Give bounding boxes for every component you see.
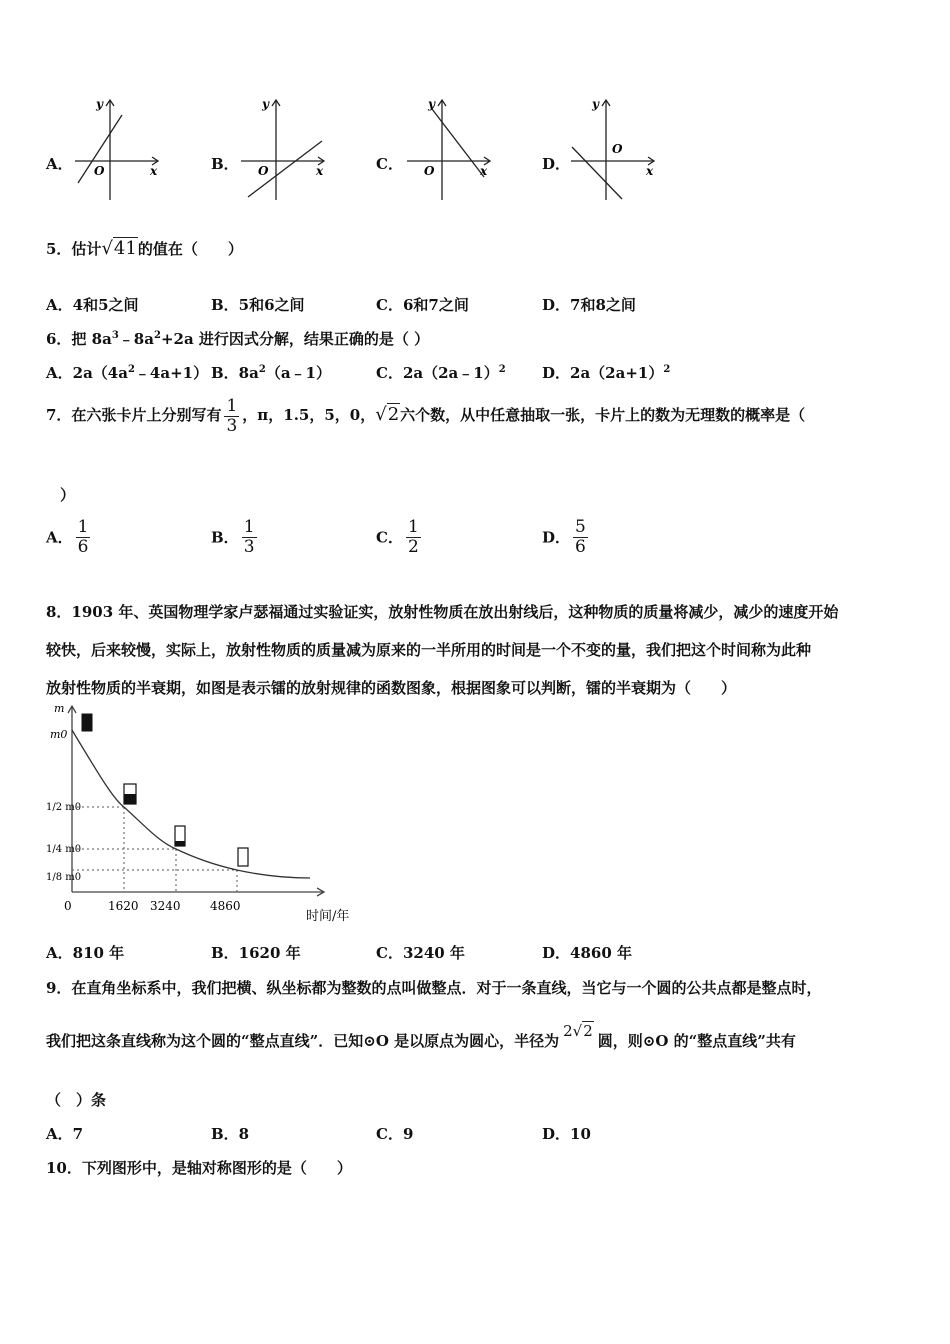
- q6-option-a[interactable]: [46, 362, 208, 383]
- q8-option-b[interactable]: B．1620 年: [211, 944, 301, 962]
- q7-option-a-num: 1: [77, 517, 89, 537]
- origin-label: O: [258, 164, 269, 178]
- sample-eighth-icon: [238, 848, 248, 866]
- q9-radius: 2√2: [563, 1022, 593, 1040]
- q7-frac-num: 1: [226, 396, 238, 416]
- origin-label: O: [94, 164, 105, 178]
- q6-option-d[interactable]: [542, 362, 670, 383]
- q8-decay-graph: [44, 700, 374, 930]
- q9-line2-suffix: 圆，则⊙O 的“整点直线”共有: [597, 1032, 796, 1050]
- q6-option-a-post: ﹣4a+1）: [134, 364, 209, 382]
- q4-graph-b: [236, 95, 331, 205]
- q9-line-2: [46, 1022, 796, 1052]
- q10-question: 10．下列图形中，是轴对称图形的是（ ）: [46, 1159, 352, 1177]
- q8-option-c[interactable]: C．3240 年: [376, 944, 465, 962]
- q4-graph-c: [402, 95, 497, 205]
- q7-option-a-den: 6: [77, 536, 89, 557]
- q5-prefix: 5．估计: [46, 240, 102, 258]
- q8-option-d[interactable]: D．4860 年: [542, 944, 632, 962]
- y-axis-label: y: [428, 97, 435, 111]
- origin-label: O: [612, 142, 623, 156]
- q6-option-c-pre: C．2a（2a﹣1）: [376, 364, 499, 382]
- q6-question: [46, 328, 429, 349]
- q4-graph-a: [70, 95, 165, 205]
- q4-option-c-label: C．: [376, 155, 403, 173]
- q6-option-b[interactable]: [211, 362, 331, 383]
- q6-option-b-exp: 2: [258, 364, 266, 375]
- q6-option-a-pre: A．2a（4a: [46, 364, 128, 382]
- graph-x-tick-4860: 4860: [210, 899, 241, 913]
- q7-option-c-den: 2: [407, 536, 419, 557]
- q7-option-b-den: 3: [243, 536, 255, 557]
- q7-suffix: 六个数，从中任意抽取一张，卡片上的数为无理数的概率是（: [400, 406, 806, 425]
- y-axis-label: y: [262, 97, 269, 111]
- q7-option-d-frac: [573, 518, 588, 556]
- x-axis-label: x: [480, 164, 488, 178]
- q6-mid1: ﹣8a: [118, 330, 154, 348]
- q9-option-b[interactable]: B．8: [211, 1125, 250, 1143]
- q4-option-d-label: D．: [542, 155, 571, 173]
- x-axis-label: x: [316, 164, 324, 178]
- q9-radius-radicand: 2: [583, 1022, 593, 1040]
- q4-option-a-label: A．: [46, 155, 73, 173]
- q7-prefix: 7．在六张卡片上分别写有: [46, 406, 222, 425]
- q9-radius-coef: 2: [563, 1022, 573, 1040]
- y-axis-label: y: [592, 97, 599, 111]
- q5-sqrt: √41: [101, 238, 137, 259]
- q5-suffix: 的值在（ ）: [137, 240, 243, 258]
- q7-option-c-label: C．: [376, 528, 403, 547]
- q7-option-b-num: 1: [243, 517, 255, 537]
- q7-frac-den: 3: [226, 415, 238, 436]
- q6-option-c-exp: 2: [498, 364, 506, 375]
- q7-radicand: 2: [387, 404, 400, 426]
- q7-option-b-frac: [242, 518, 257, 556]
- q7-option-d[interactable]: [542, 518, 591, 556]
- q9-line-3: （ ）条: [46, 1091, 107, 1109]
- q6-exp2: 2: [153, 330, 161, 341]
- graph-x-tick-1620: 1620: [108, 899, 139, 913]
- q5-option-c[interactable]: C．6和7之间: [376, 296, 469, 314]
- q6-option-a-exp: 2: [127, 364, 135, 375]
- origin-label: O: [424, 164, 435, 178]
- graph-eighth-label: 1/8 m0: [46, 872, 82, 883]
- q9-option-d[interactable]: D．10: [542, 1125, 591, 1143]
- x-axis-label: x: [150, 164, 158, 178]
- q6-option-d-pre: D．2a（2a+1）: [542, 364, 664, 382]
- q6-option-d-exp: 2: [663, 364, 671, 375]
- q8-line-2: 较快，后来较慢，实际上，放射性物质的质量减为原来的一半所用的时间是一个不变的量，我们把这个时间称为此种: [46, 641, 812, 659]
- q8-line-3: 放射性物质的半衰期，如图是表示镭的放射规律的函数图象，根据图象可以判断，镭的半衰期为（ ）: [46, 679, 737, 697]
- x-axis-label: x: [646, 164, 654, 178]
- q7-middle: ，π，1.5，5，0，: [242, 406, 376, 425]
- q7-option-a-label: A．: [46, 528, 73, 547]
- graph-half-label: 1/2 m0: [46, 802, 82, 813]
- q9-option-c[interactable]: C．9: [376, 1125, 414, 1143]
- q9-line-1: 9．在直角坐标系中，我们把横、纵坐标都为整数的点叫做整点．对于一条直线，当它与一个圆的公共点都是整点时，: [46, 979, 822, 997]
- graph-x-tick-0: 0: [64, 899, 72, 913]
- q5-option-d[interactable]: D．7和8之间: [542, 296, 636, 314]
- q7-option-c-frac: [406, 518, 421, 556]
- q7-close: ）: [60, 486, 76, 504]
- q8-line-1: 8．1903 年、英国物理学家卢瑟福通过实验证实，放射性物质在放出射线后，这种物质的质量将减少，减少的速度开始: [46, 603, 839, 621]
- q5-question: [46, 238, 243, 259]
- graph-x-tick-3240: 3240: [150, 899, 181, 913]
- q6-exp1: 3: [111, 330, 119, 341]
- q9-line2-prefix: 我们把这条直线称为这个圆的“整点直线”．已知⊙O 是以原点为圆心，半径为: [46, 1032, 560, 1050]
- sample-full-icon: [82, 714, 92, 731]
- q7-option-d-label: D．: [542, 528, 571, 547]
- graph-x-axis-label: 时间/年: [306, 909, 350, 924]
- q5-option-b[interactable]: B．5和6之间: [211, 296, 305, 314]
- q4-option-b-label: B．: [211, 155, 239, 173]
- q7-option-a[interactable]: [46, 518, 93, 556]
- q7-option-d-den: 6: [575, 536, 586, 557]
- q7-option-b[interactable]: [211, 518, 260, 556]
- q7-option-a-frac: [76, 518, 91, 556]
- q6-option-b-post: （a﹣1）: [265, 364, 331, 382]
- q7-option-c[interactable]: [376, 518, 424, 556]
- graph-quarter-label: 1/4 m0: [46, 844, 82, 855]
- q6-option-b-pre: B．8a: [211, 364, 259, 382]
- q4-graph-d: [566, 95, 661, 205]
- q6-option-c[interactable]: [376, 362, 506, 383]
- q6-suffix: +2a 进行因式分解，结果正确的是（ ）: [160, 330, 430, 348]
- q8-option-a[interactable]: A．810 年: [46, 944, 125, 962]
- q7-option-c-num: 1: [407, 517, 419, 537]
- graph-y-axis-label: m: [54, 702, 65, 715]
- q7-option-d-num: 5: [575, 517, 586, 537]
- q9-option-a[interactable]: A．7: [46, 1125, 84, 1143]
- q7-fraction: [224, 397, 239, 435]
- q7-option-b-label: B．: [211, 528, 239, 547]
- y-axis-label: y: [96, 97, 103, 111]
- graph-m0-label: m0: [50, 728, 68, 741]
- q7-question: [46, 397, 805, 435]
- q6-prefix: 6．把 8a: [46, 330, 112, 348]
- q5-radicand: 41: [113, 238, 137, 259]
- q7-sqrt: √2: [375, 404, 400, 426]
- q5-option-a[interactable]: A．4和5之间: [46, 296, 139, 314]
